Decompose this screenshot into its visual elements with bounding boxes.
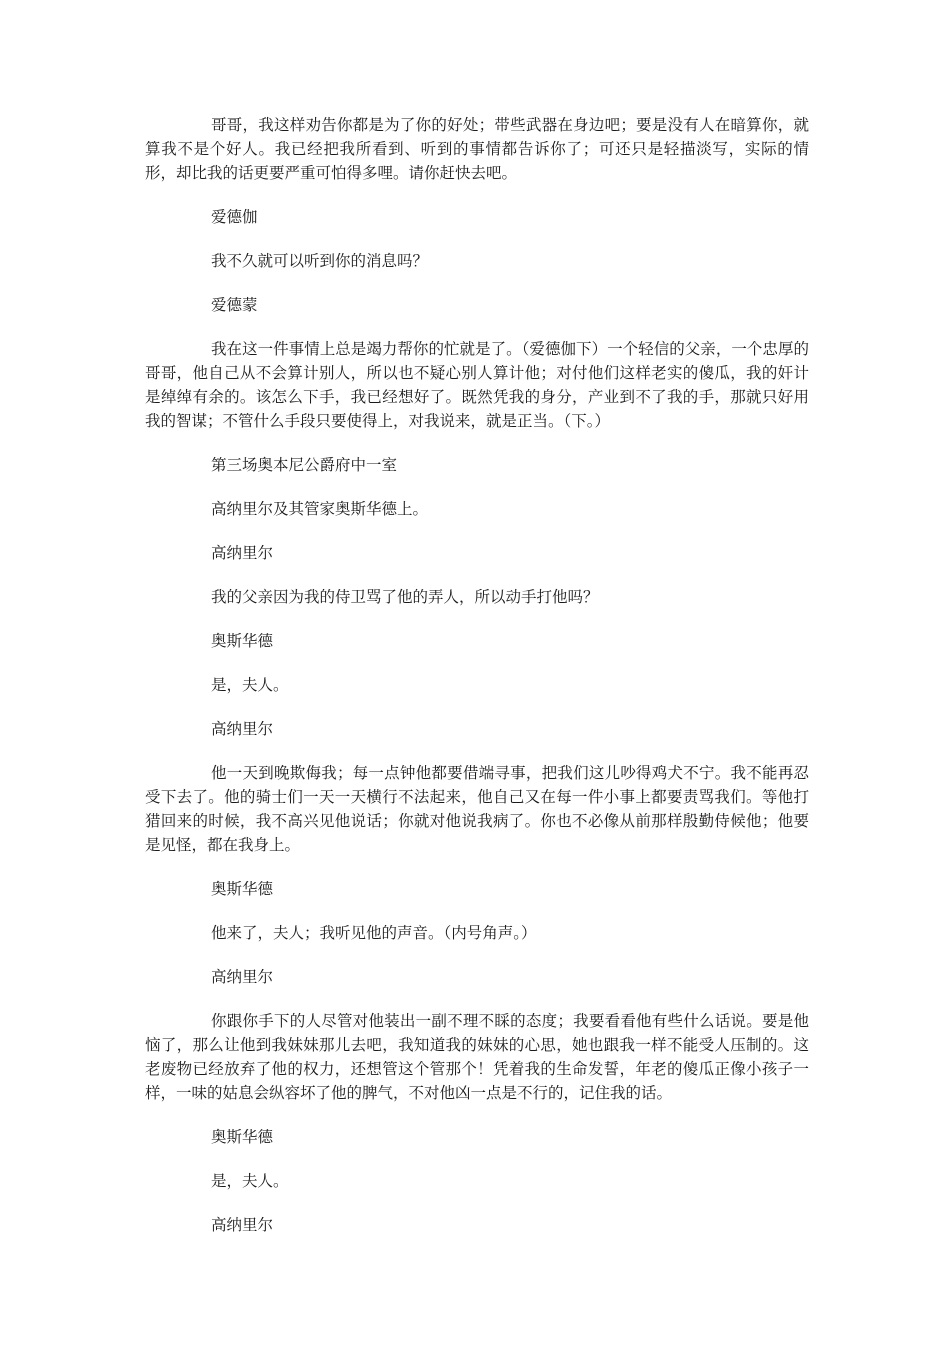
speaker-name: 爱德伽 (211, 208, 258, 226)
paragraph: 我在这一件事情上总是竭力帮你的忙就是了。（爱德伽下）一个轻信的父亲，一个忠厚的哥哥，他自己从不会算计别人，所以也不疑心别人算计他；对付他们这样老实的傻瓜，我的奸计是绰绰有余的。该怎么下手，我已经想好了。既然凭我的身分，产业到不了我的手，那就只好用我的智谋；不管什么手段只要使得上，对我说来，就是正当。（下。） (145, 340, 809, 430)
paragraph: 是，夫人。 (211, 1172, 289, 1190)
speaker-name: 奥斯华德 (211, 1128, 274, 1146)
document-body (145, 113, 809, 1237)
paragraph: 哥哥，我这样劝告你都是为了你的好处；带些武器在身边吧；要是没有人在暗算你，就算我不是个好人。我已经把我所看到、听到的事情都告诉你了；可还只是轻描淡写，实际的情形，却比我的话更要严重可怕得多哩。请你赶快去吧。 (145, 116, 809, 182)
paragraph: 是，夫人。 (211, 676, 289, 694)
paragraph: 我的父亲因为我的侍卫骂了他的弄人，所以动手打他吗？ (211, 588, 599, 606)
speaker-name: 奥斯华德 (211, 880, 274, 898)
scene-heading: 第三场奥本尼公爵府中一室 (211, 456, 398, 474)
speaker-name: 爱德蒙 (211, 296, 258, 314)
paragraph: 他一天到晚欺侮我；每一点钟他都要借端寻事，把我们这儿吵得鸡犬不宁。我不能再忍受下去了。他的骑士们一天一天横行不法起来，他自己又在每一件小事上都要责骂我们。等他打猎回来的时候，我不高兴见他说话；你就对他说我病了。你也不必像从前那样殷勤侍候他；他要是见怪，都在我身上。 (145, 764, 809, 854)
paragraph: 他来了，夫人；我听见他的声音。（内号角声。） (211, 924, 537, 942)
stage-direction: 高纳里尔及其管家奥斯华德上。 (211, 500, 429, 518)
speaker-name: 高纳里尔 (211, 968, 274, 986)
speaker-name: 奥斯华德 (211, 632, 274, 650)
speaker-name: 高纳里尔 (211, 720, 274, 738)
paragraph: 我不久就可以听到你的消息吗？ (211, 252, 429, 270)
paragraph: 你跟你手下的人尽管对他装出一副不理不睬的态度；我要看看他有些什么话说。要是他恼了，那么让他到我妹妹那儿去吧，我知道我的妹妹的心思，她也跟我一样不能受人压制的。这老废物已经放弃了他的权力，还想管这个管那个！凭着我的生命发誓，年老的傻瓜正像小孩子一样，一味的姑息会纵容坏了他的脾气，不对他凶一点是不行的，记住我的话。 (145, 1012, 809, 1102)
speaker-name: 高纳里尔 (211, 1216, 274, 1234)
speaker-name: 高纳里尔 (211, 544, 274, 562)
